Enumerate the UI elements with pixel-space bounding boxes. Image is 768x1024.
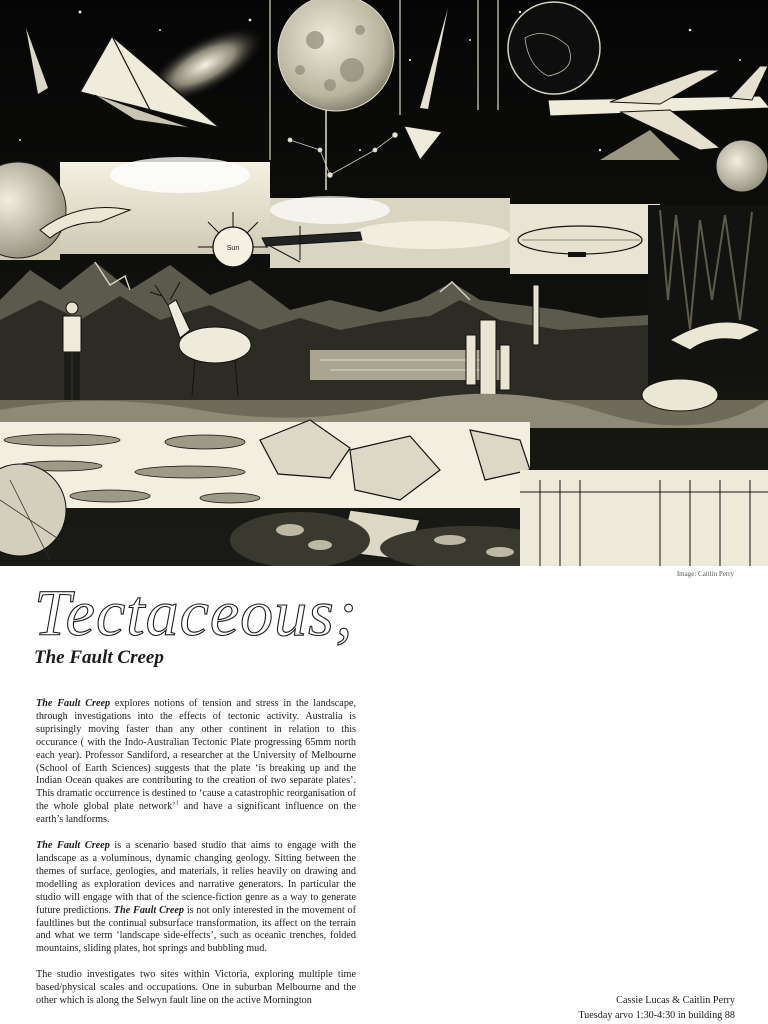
page-subtitle: The Fault Creep <box>34 647 164 668</box>
paragraph-intro <box>36 698 356 827</box>
footnote-ref: 1 <box>175 800 179 807</box>
sun-label: Sun <box>226 245 240 252</box>
paragraph-scenario <box>36 840 356 956</box>
paragraph-text: is not only interested in the movement of faultlines but the continual subsurface transformation, its affect on the terrain and what we term ‘landscape side-effects’, such as oceanic trenches, folded mountains, sliding plates, hot springs and bubbling mud. <box>36 904 356 955</box>
paragraph-sites <box>36 969 356 1008</box>
paragraph-text: and have a significant influence on the earth’s landforms. <box>36 801 356 826</box>
image-credit: Image: Caitlin Perry <box>676 570 734 578</box>
studio-info <box>578 993 735 1023</box>
paragraph-text: explores notions of tension and stress in the landscape, through investigations into the effects of tectonic activity. Australia is suprisingly moving faster than any other continent in relation to this occurance ( with the Indo-Australian Tectonic Plate progressing 65mm north each year). Professor Sandiford, a researcher at the University of Melbourne (School of Earth Sciences) suggests that the plate ‘is breaking up and the Indian Ocean quakes are contributing to the creation of two separate plates’. This dramatic occurrence is destined to ‘cause a catastrophic reorganisation of the whole global plate network’ <box>36 698 356 813</box>
paragraph-text: The studio investigates two sites within Victoria, exploring multiple time based/physical scales and occupations. One in suburban Melbourne and the other which is along the Selwyn fault line on the active Mornington <box>36 969 356 1007</box>
building-facade <box>520 470 768 566</box>
studio-name: The Fault Creep <box>113 904 184 916</box>
sun-drawing <box>198 212 268 282</box>
tutors: Cassie Lucas & Caitlin Perry <box>616 995 735 1006</box>
page-title: Tectaceous; <box>34 577 358 650</box>
studio-name: The Fault Creep <box>36 840 110 852</box>
session-time: Tuesday arvo 1:30-4:30 in building 88 <box>578 1010 735 1021</box>
paragraph-text: is a scenario based studio that aims to engage with the landscape as a voluminous, dynamic changing geology. Sitting between the themes of surface, geologies, and materials, it relies heavily on drawing and modelling as exploration devices and narrative generators. In particular the studio will engage with that of the science-fiction genre as a way to generate future predictions. <box>36 840 356 916</box>
studio-name: The Fault Creep <box>36 698 111 709</box>
body-text <box>36 698 356 1021</box>
fish-specimen-panel <box>0 422 530 508</box>
